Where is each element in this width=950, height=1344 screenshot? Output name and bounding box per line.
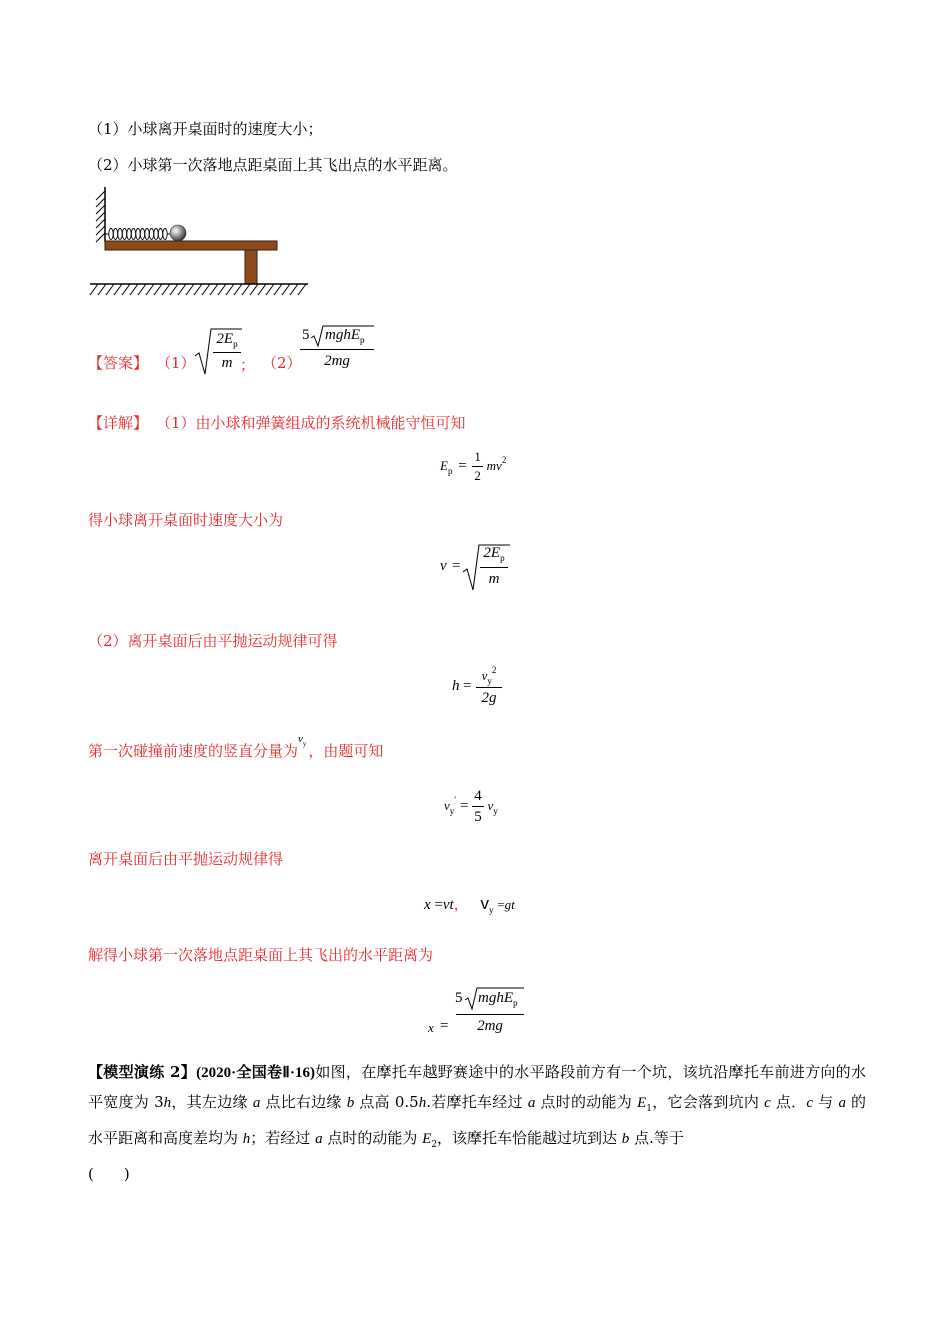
answer-label: 【答案】 [88,354,149,372]
answer-1-formula: $2E_p$ m [194,326,244,376]
answer-separator: ； [240,356,256,374]
detail-line-2: 得小球离开桌面时速度大小为 [88,511,284,529]
equation-vertical-velocity: $v_y'$ = $\frac{4}{5}$ $v_y$ [444,788,498,825]
tabletop [105,241,277,250]
answer-part2-label: （2） [262,354,302,372]
detail-line-5: 离开桌面后由平抛运动规律得 [88,850,284,868]
detail-line-1: （1）由小球和弹簧组成的系统机械能守恒可知 [156,414,466,432]
spring-table-figure [88,185,310,304]
detail-line-3: （2）离开桌面后由平抛运动规律可得 [88,632,338,650]
equation-horizontal-distance: x = 5 mghE$_p$ 2mg [428,986,528,1038]
answer-2-formula: 5 mghE$_p$ 2mg [300,324,376,374]
question-2: （2）小球第一次落地点距桌面上其飞出点的水平距离。 [88,156,458,174]
equation-height: h = $v_y^2$ 2g [452,662,512,712]
model-exercise-paragraph: 【模型演练 2】(2020·全国卷Ⅱ·16)如图，在摩托车越野赛途中的水平路段前方有一个坑，该坑沿摩托车前进方向的水平宽度为 3h，其左边缘 a 点比右边缘 b 点高 0.5h.若摩托车经过 a 点时的动能为 $E_1$，它会落到坑内 c 点．c 与 a 的水平距离和高度差均为 h；若经过 a 点时的动能为 $E_2$，该摩托车恰能越过坑到达 b 点.等于 ( ) [88,1063,866,1183]
table-leg [245,250,257,284]
equation-energy: $E_p$ = $\frac{1}{2}$ $mv^2$ [440,449,507,483]
spring-table-diagram [88,185,310,300]
detail-line-6: 解得小球第一次落地点距桌面上其飞出的水平距离为 [88,946,434,964]
ball [170,225,186,241]
detail-label: 【详解】 [88,414,149,432]
equation-projectile: x =vt， $v_y =gt$ [424,894,515,915]
answer-blank: ( ) [88,1165,130,1183]
equation-velocity: v = $2E_p$ m [440,542,520,592]
question-1: （1）小球离开桌面时的速度大小； [88,120,323,138]
detail-line-4: 第一次碰撞前速度的竖直分量为$v_y$ ，由题可知 [88,733,384,760]
answer-part1-label: （1） [156,354,196,372]
